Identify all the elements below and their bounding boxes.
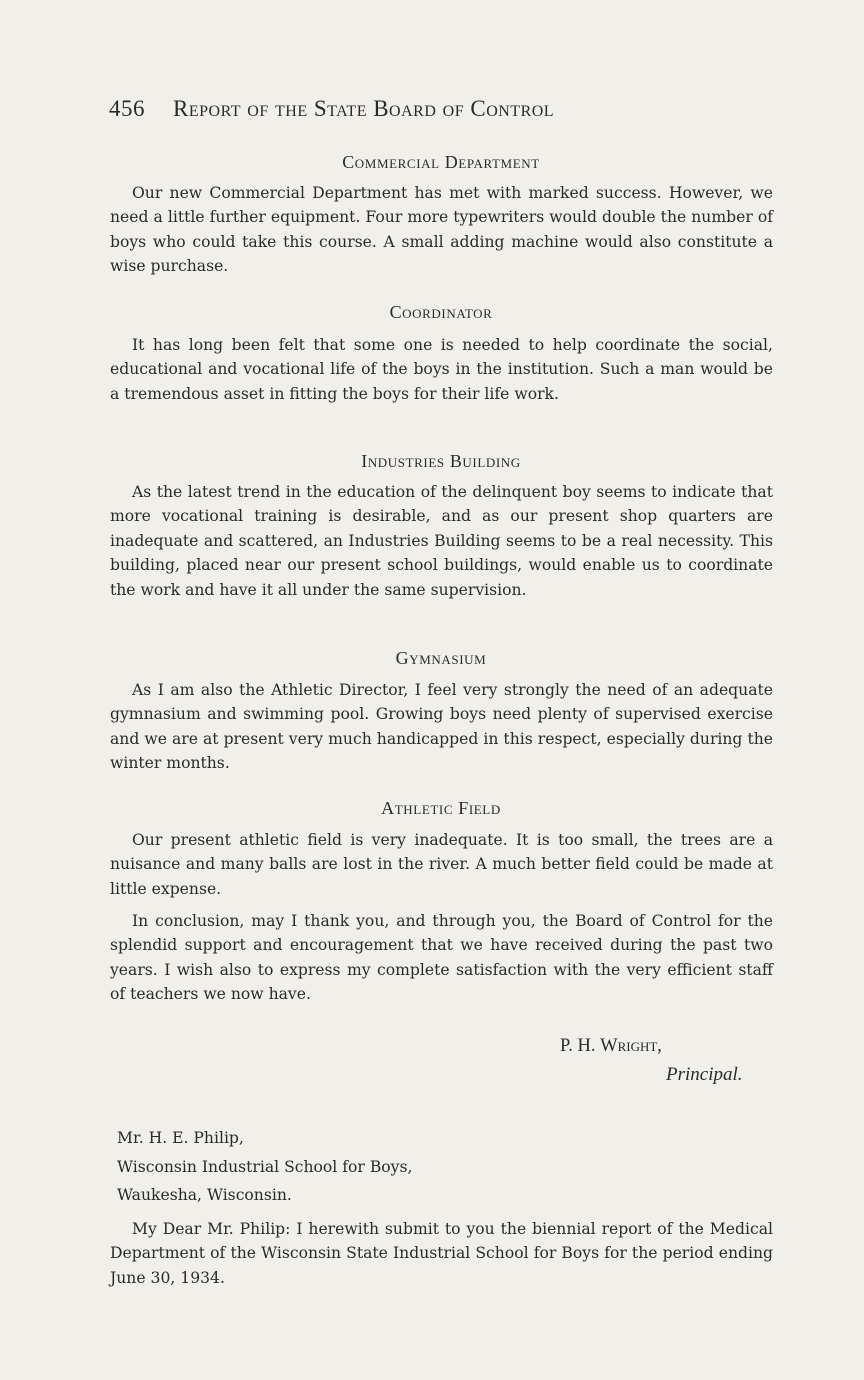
section-body-industries: As the latest trend in the education of the delinquent boy seems to indicate that more vocational training is desirable, and as our present shop quarters are inadequate and scattered, an Industries Building seems to be a real necessity. This building, placed near our present school buildings, would enable us to coordinate the work and have it all under the same supervision. xyxy=(110,483,773,599)
signature-title: Principal. xyxy=(666,1064,743,1085)
signature-initials: P. H. xyxy=(560,1036,601,1056)
letter-body: My Dear Mr. Philip: I herewith submit to you the biennial report of the Medical Department of the Wisconsin State Industrial School for Boys for the period ending June 30, 1934. xyxy=(110,1220,773,1287)
address-line-3: Waukesha, Wisconsin. xyxy=(117,1186,292,1204)
section-heading-athletic-field: Athletic Field xyxy=(381,798,501,818)
section-body-commercial: Our new Commercial Department has met with marked success. However, we need a little further equipment. Four more typewriters would double the number of boys who could take this course. A small adding machine would also constitute a wise purchase. xyxy=(110,184,773,276)
conclusion-paragraph: In conclusion, may I thank you, and through you, the Board of Control for the splendid support and encouragement that we have received during the past two years. I wish also to express my complete satisfaction with the very efficient staff of teachers we now have. xyxy=(110,912,773,1004)
signature-surname: Wright, xyxy=(600,1036,662,1056)
section-heading-commercial: Commercial Department xyxy=(342,152,540,172)
address-line-1: Mr. H. E. Philip, xyxy=(117,1129,244,1147)
section-heading-industries: Industries Building xyxy=(361,451,521,471)
running-head-title: Report of the State Board of Control xyxy=(173,96,555,121)
signature-name xyxy=(560,1036,662,1057)
section-body-gymnasium: As I am also the Athletic Director, I feel very strongly the need of an adequate gymnasium and swimming pool. Growing boys need plenty of supervised exercise and we are at present very much handicapped in this respect, especially during the winter months. xyxy=(110,681,773,773)
section-heading-gymnasium: Gymnasium xyxy=(395,648,487,668)
section-body-athletic-field: Our present athletic field is very inadequate. It is too small, the trees are a nuisance and many balls are lost in the river. A much better field could be made at little expense. xyxy=(110,831,773,898)
page-number: 456 xyxy=(109,96,145,121)
section-heading-coordinator: Coordinator xyxy=(389,302,493,322)
address-line-2: Wisconsin Industrial School for Boys, xyxy=(117,1158,413,1176)
section-body-coordinator: It has long been felt that some one is needed to help coordinate the social, educational and vocational life of the boys in the institution. Such a man would be a tremendous asset in fitting the boys for their life work. xyxy=(110,336,773,403)
running-head xyxy=(109,96,689,122)
